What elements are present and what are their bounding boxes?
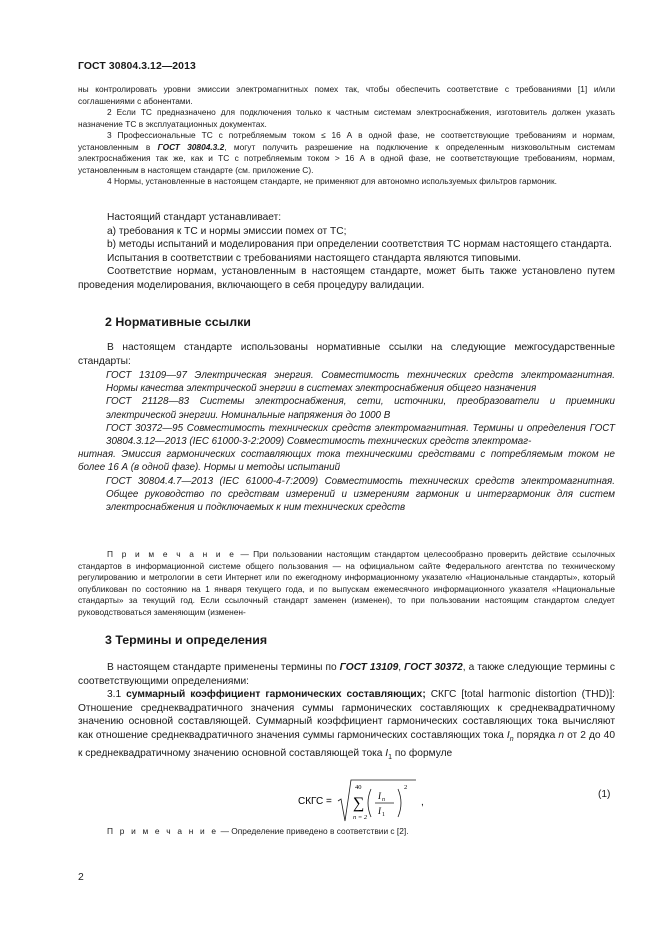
- scope-line-4: Испытания в соответствии с требованиями настоящего стандарта являются типовыми.: [107, 252, 521, 264]
- page-number: 2: [78, 872, 84, 883]
- section-2-note: П р и м е ч а н и е — При пользовании настоящим стандартом целесообразно проверить действие ссылочных стандартов в информационной системе общего пользования — на официальном сайте Федерального агентства по техническому регулированию и метрологии в сети Интернет или по ежегодному информационному указателю «Национальные стандарты», который опубликован по состоянию на 1 января текущего года, и по выпускам ежемесячного информационного указателя «Национальные стандарты» за текущий год. Если ссылочный стандарт заменен (изменен), то при пользовании настоящим стандартом следует руководствоваться заменяющим (изменен-: [78, 549, 615, 617]
- ref-gost-30804-3-12-cont: нитная. Эмиссия гармонических составляющих тока техническими средствами с потребляемым током не более 16 А (в одной фазе). Нормы и методы испытаний: [78, 449, 615, 474]
- normative-references: [78, 369, 615, 514]
- section-2-heading: 2 Нормативные ссылки: [105, 315, 251, 329]
- scope-line-3: b) методы испытаний и моделирования при определении соответствия ТС нормам настоящего стандарта.: [107, 239, 612, 251]
- thd-formula: [298, 777, 478, 827]
- svg-text:,: ,: [421, 797, 424, 808]
- equation-number: (1): [598, 789, 611, 800]
- term-3-1: 3.1 суммарный коэффициент гармонических составляющих; СКГС [total harmonic distortion (THD)]: Отношение среднеквадратичного значения суммы гармонических составляющих к среднеквадратичному значению основной составляющей. Суммарный коэффициент гармонических составляющих тока вычисляют как отношение среднеквадратичного значения суммы гармонических составляющих тока $I_n$ порядка n от 2 до 40 к среднеквадратичному значению основной составляющей тока $I_1$ по формуле: [78, 689, 616, 761]
- exponent: 2: [404, 784, 408, 791]
- section-3-body: [78, 661, 615, 764]
- ref-gost-30804-3-2[interactable]: ГОСТ 30804.3.2: [157, 141, 225, 152]
- term-name: суммарный коэффициент гармонических составляющих;: [126, 689, 426, 701]
- svg-text:1: 1: [382, 812, 385, 818]
- note-4: 4 Нормы, установленные в настоящем стандарте, не применяют для автономно используемых фильтров гармоник.: [107, 176, 557, 186]
- sum-lower-limit: n = 2: [353, 814, 368, 821]
- note-continuation: ны контролировать уровни эмиссии электромагнитных помех так, чтобы обеспечить соответствие с требованиями [1] и/или соглашениями с абонентами.: [78, 84, 615, 106]
- ref-gost-30372-link[interactable]: ГОСТ 30372: [404, 662, 463, 673]
- left-paren: [368, 789, 371, 817]
- fraction-numerator: I: [378, 791, 381, 801]
- sum-upper-limit: 40: [355, 784, 362, 791]
- formula-lhs: СКГС =: [298, 796, 332, 807]
- ref-gost-21128: ГОСТ 21128—83 Системы электроснабжения, сети, источники, преобразователи и приемники электрической энергии. Номинальные напряжения до 1000 В: [106, 396, 615, 421]
- right-paren: [398, 789, 401, 817]
- scope-text: [78, 211, 615, 293]
- ref-gost-30372: ГОСТ 30372—95 Совместимость технических средств электромагнитная. Термины и определения ГОСТ 30804.3.12—2013 (IEC 61000-3-2:2009) Совместимость технических средств электромаг-: [106, 422, 615, 448]
- section-3-heading: 3 Термины и определения: [105, 633, 268, 647]
- section-2-intro: В настоящем стандарте использованы нормативные ссылки на следующие межгосударственные стандарты:: [78, 342, 615, 367]
- note-label: П р и м е ч а н и е: [107, 826, 219, 836]
- note-2: 2 Если ТС предназначено для подключения только к частным системам электроснабжения, изготовитель должен указать назначение ТС в эксплуатационных документах.: [78, 107, 615, 129]
- sum-sign: ∑: [353, 795, 365, 812]
- svg-text:n: n: [382, 797, 385, 803]
- note-label: П р и м е ч а н и е: [107, 549, 237, 559]
- ref-gost-13109-link[interactable]: ГОСТ 13109: [339, 662, 399, 673]
- scope-line-5: Соответствие нормам, установленным в настоящем стандарте, может быть также установлено путем проведения моделирования, включающего в себя процедуру валидации.: [78, 266, 615, 291]
- note-3: 3 Профессиональные ТС с потребляемым током ≤ 16 А в одной фазе, не соответствующие требованиям и нормам, установленным в ГОСТ 30804.3.2, могут получить разрешение на подключение к определенным низковольтным системам электроснабжения так же, как и ТС с потребляемым током > 16 А в одной фазе, не соответствующие требованиям, нормам, установленным в настоящем стандарте (см. приложение С).: [78, 130, 615, 175]
- scope-line-2: а) требования к ТС и нормы эмиссии помех от ТС;: [107, 225, 347, 237]
- ref-gost-30804-4-7: ГОСТ 30804.4.7—2013 (IEC 61000-4-7:2009) Совместимость технических средств электромагнитная. Общее руководство по средствам измерений и измерениям гармоник и интергармоник для систем электроснабжения и подключаемых к ним технических средств: [106, 475, 615, 514]
- section-3-intro: В настоящем стандарте применены термины по ГОСТ 13109, ГОСТ 30372, а также следующие термины с соответствующими определениями:: [78, 662, 615, 687]
- section-3-note: П р и м е ч а н и е — Определение приведено в соответствии с [2].: [107, 826, 409, 836]
- intro-notes: [78, 84, 615, 188]
- scope-line-1: Настоящий стандарт устанавливает:: [107, 212, 282, 223]
- ref-gost-13109: ГОСТ 13109—97 Электрическая энергия. Совместимость технических средств электромагнитная. Нормы качества электрической энергии в системах электроснабжения общего назначения: [106, 370, 615, 395]
- running-header: ГОСТ 30804.3.12—2013: [78, 61, 196, 72]
- fraction-denominator: I: [378, 806, 381, 816]
